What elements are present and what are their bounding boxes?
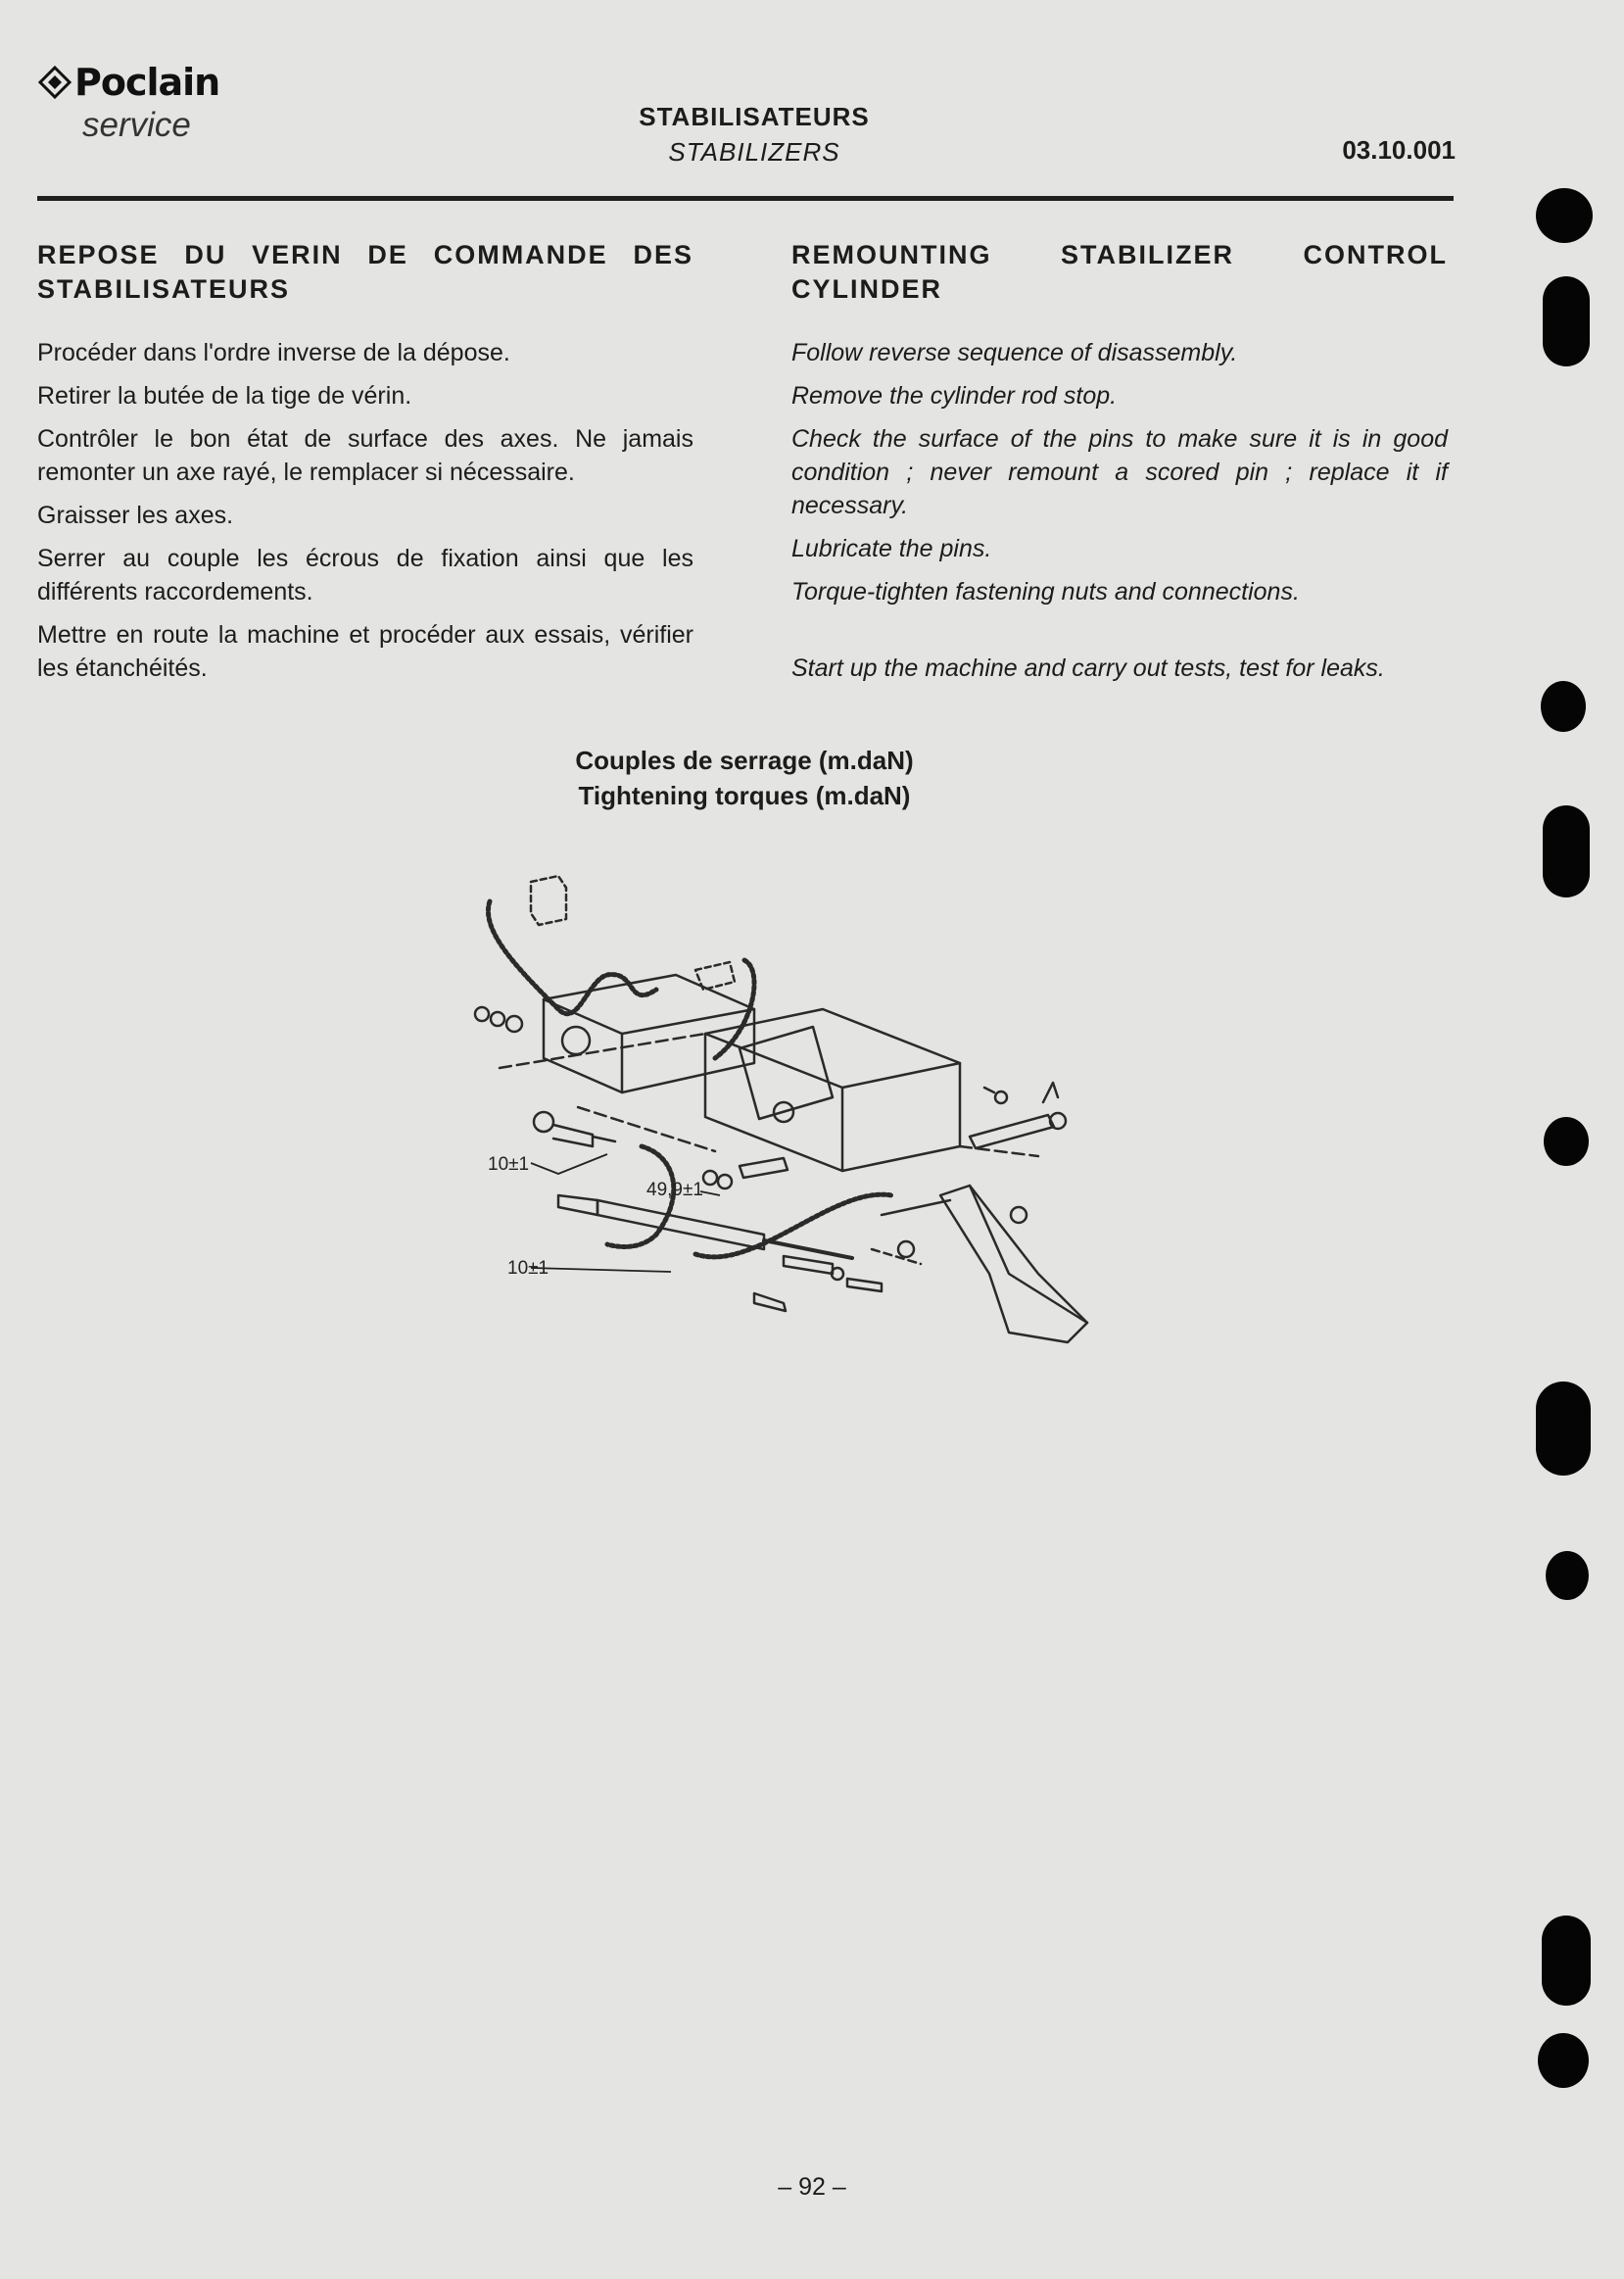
torque-caption-fr: Couples de serrage (m.daN) xyxy=(575,746,914,775)
english-paragraph: Remove the cylinder rod stop. xyxy=(791,382,1118,410)
service-label: service xyxy=(82,106,191,144)
section-title-fr: STABILISATEURS xyxy=(639,102,870,131)
french-paragraph: Mettre en route la machine et procéder aux essais, vérifier les étanchéités. xyxy=(37,621,693,682)
punch-hole xyxy=(1543,805,1590,897)
french-paragraph: Procéder dans l'ordre inverse de la dépose. xyxy=(37,339,510,366)
french-heading: REPOSE DU VERIN DE COMMANDE DES STABILISATEURS xyxy=(37,240,693,304)
french-paragraph: Contrôler le bon état de surface des axes. Ne jamais remonter un axe rayé, le remplacer si nécessaire. xyxy=(37,425,693,486)
punch-hole xyxy=(1544,1117,1589,1166)
header-rule xyxy=(37,196,1454,201)
punch-hole xyxy=(1536,188,1593,243)
torque-label: 49,9±1 xyxy=(646,1180,703,1200)
english-heading: REMOUNTING STABILIZER CONTROL CYLINDER xyxy=(791,240,1448,304)
french-column xyxy=(37,238,693,695)
diamond-logo-icon xyxy=(37,65,72,100)
punch-hole xyxy=(1546,1551,1589,1600)
poclain-logo xyxy=(37,61,219,104)
punch-hole xyxy=(1538,2033,1589,2088)
english-column xyxy=(791,238,1448,695)
punch-hole xyxy=(1543,276,1590,366)
french-paragraph: Graisser les axes. xyxy=(37,502,234,529)
english-paragraph: Check the surface of the pins to make sure it is in good condition ; never remount a scored pin ; replace it if necessary. xyxy=(791,425,1448,519)
brand-name: Poclain xyxy=(74,61,220,104)
torque-label: 10±1 xyxy=(488,1154,530,1175)
punch-hole xyxy=(1542,1915,1591,2006)
english-paragraph: Lubricate the pins. xyxy=(791,535,992,562)
torque-caption xyxy=(470,743,1019,813)
stabilizer-exploded-diagram xyxy=(460,862,1126,1362)
punch-hole xyxy=(1536,1382,1591,1476)
torque-caption-en: Tightening torques (m.daN) xyxy=(578,781,911,810)
english-paragraph: Follow reverse sequence of disassembly. xyxy=(791,339,1238,366)
french-paragraph: Retirer la butée de la tige de vérin. xyxy=(37,382,412,410)
page-number: – 92 – xyxy=(778,2173,846,2201)
document-code: 03.10.001 xyxy=(1342,135,1456,165)
english-paragraph: Torque-tighten fastening nuts and connections. xyxy=(791,578,1300,606)
torque-label: 10±1 xyxy=(507,1258,549,1279)
section-title-en: STABILIZERS xyxy=(668,137,840,167)
english-paragraph: Start up the machine and carry out tests, test for leaks. xyxy=(791,655,1385,682)
french-paragraph: Serrer au couple les écrous de fixation ainsi que les différents raccordements. xyxy=(37,545,693,606)
punch-hole xyxy=(1541,681,1586,732)
